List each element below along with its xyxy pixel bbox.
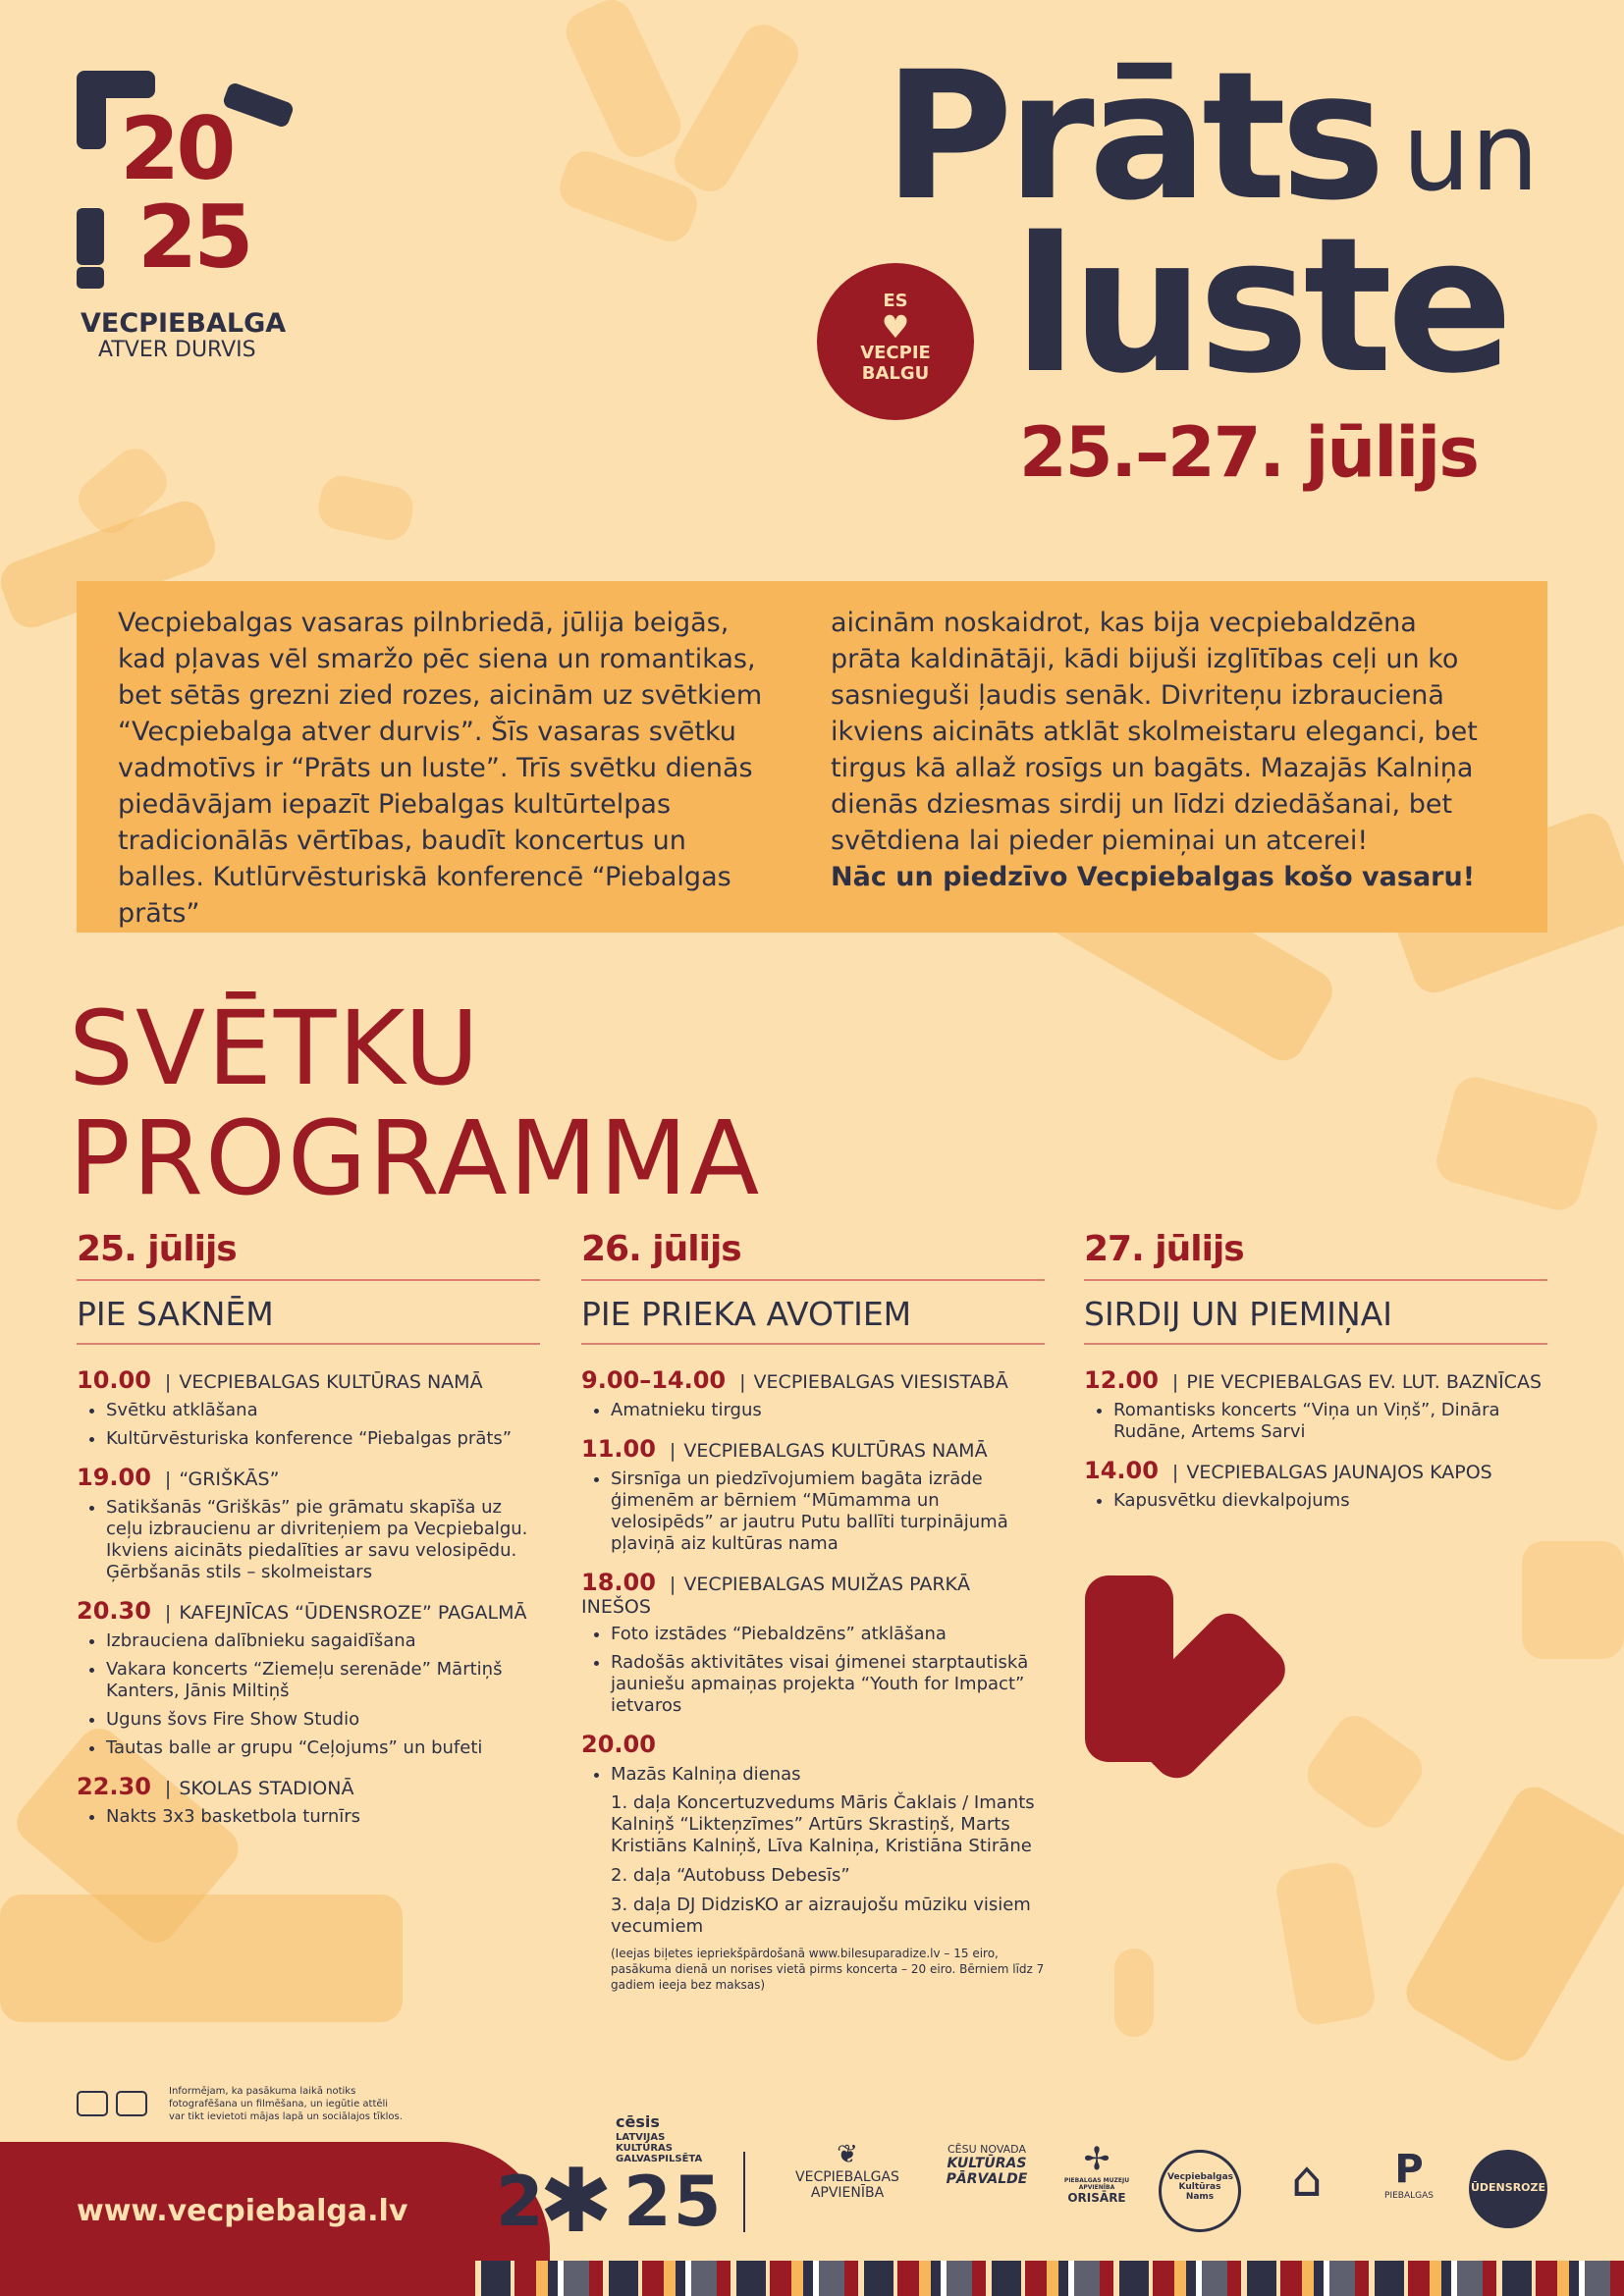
event-item: • Satikšanās “Griškās” pie grāmatu skapīša uz ceļu izbraucienu ar divriteņiem pa Vecpiebalgu. Ikviens aicināts piedalīties ar savu velosipēdu. Ģērbšanās stils – skolmeistars — [106, 1497, 540, 1583]
event-item: • Sirsnīga un piedzīvojumiem bagāta izrāde ģimenēm ar bērniem “Mūmamma un velosipēds” ar jautru Putu ballīti turpinājumā pļaviņā aiz kultūras nama — [611, 1468, 1045, 1555]
decor-shape — [314, 472, 416, 545]
logo-tagline: ATVER DURVIS — [98, 338, 256, 362]
intro-panel — [77, 581, 1547, 933]
event: 9.00–14.00 | VECPIEBALGAS VIESISTABĀ • Amatnieku tirgus — [581, 1366, 1045, 1421]
partner-name: Vecpiebalgas Kultūras Nams — [1167, 2172, 1234, 2202]
event-place: VECPIEBALGAS KULTŪRAS NAMĀ — [683, 1440, 988, 1462]
event-time: 18.00 — [581, 1569, 656, 1596]
partner-name: KULTŪRAS PĀRVALDE — [946, 2156, 1028, 2187]
day-column-3 — [1084, 1229, 1547, 1525]
cesis-subtitle: LATVIJAS KULTŪRAS GALVASPILSĒTA — [616, 2132, 703, 2164]
partner-kulturas-nams — [1159, 2150, 1241, 2232]
event-place: KAFEJNĪCAS “ŪDENSROZE” PAGALMĀ — [179, 1602, 527, 1624]
decor-stripes — [461, 2261, 1624, 2296]
event-item: • Izbrauciena dalībnieku sagaidīšana — [106, 1630, 540, 1652]
event-time: 10.00 — [77, 1366, 151, 1394]
program-heading — [69, 988, 762, 1218]
event — [581, 1731, 1045, 1993]
partner-name-small: PIEBALGAS MUZEJU APVIENĪBA — [1063, 2177, 1130, 2191]
event-place: VECPIEBALGAS MUIŽAS PARKĀ INEŠOS — [581, 1574, 971, 1618]
partner-name-top: CĒSU NOVADA — [947, 2143, 1026, 2156]
logo-bracket-icon — [77, 71, 155, 98]
event-time: 19.00 — [77, 1464, 151, 1491]
logo-name: VECPIEBALGA — [81, 308, 287, 339]
camera-icon — [77, 2091, 108, 2116]
lotus-icon: ❦ — [837, 2140, 858, 2169]
event-logo — [77, 71, 287, 365]
day-theme: PIE PRIEKA AVOTIEM — [581, 1281, 1045, 1345]
program-heading-line1: SVĒTKU — [69, 988, 481, 1108]
cesis-year-b: 25 — [623, 2162, 724, 2242]
p-letter-icon: P — [1394, 2147, 1424, 2192]
decor-shape — [1273, 1859, 1379, 2027]
event-item: • Foto izstādes “Piebaldzēns” atklāšana — [611, 1624, 1045, 1645]
title-word-prats: Prāts — [884, 34, 1380, 240]
divider — [743, 2152, 745, 2232]
event-dates: 25.–27. jūlijs — [1019, 412, 1478, 493]
logo-year-top: 20 — [120, 98, 233, 199]
badge-line3: BALGU — [861, 363, 930, 384]
decor-shape — [1432, 1072, 1601, 1214]
decor-shape — [1114, 1949, 1154, 2037]
day-date: 27. jūlijs — [1084, 1229, 1547, 1281]
partner-orisare — [1062, 2140, 1131, 2205]
asterisk-icon: ✱ — [539, 2150, 614, 2253]
partner-piebalgas — [1375, 2148, 1443, 2201]
intro-cta: Nāc un piedzīvo Vecpiebalgas košo vasaru! — [831, 862, 1476, 892]
event-part: 2. daļa “Autobuss Debesīs” — [611, 1865, 850, 1886]
intro-right-wrap — [831, 605, 1479, 895]
logo-bracket-icon — [77, 208, 104, 265]
heart-icon: ♥ — [881, 308, 910, 346]
title-word-luste: luste — [1013, 197, 1508, 414]
event: 20.30 | KAFEJNĪCAS “ŪDENSROZE” PAGALMĀ • Izbrauciena dalībnieku sagaidīšana • Vakara koncerts “Ziemeļu serenāde” Mārtiņš Kanters, Jānis Miltiņš • Uguns šovs Fire Show Studio • Tautas balle ar grupu “Ceļojums” un bufeti — [77, 1597, 540, 1759]
decor-shape — [0, 1895, 403, 2022]
event-item: • Vakara koncerts “Ziemeļu serenāde” Mārtiņš Kanters, Jānis Miltiņš — [106, 1659, 540, 1702]
event-place: SKOLAS STADIONĀ — [179, 1778, 354, 1799]
event-time: 11.00 — [581, 1435, 656, 1463]
event-place: “GRIŠKĀS” — [179, 1468, 280, 1490]
partner-vecpiebalgas-apvieniba — [793, 2140, 901, 2201]
day-theme: SIRDIJ UN PIEMIŅAI — [1084, 1281, 1547, 1345]
badge-line1: ES — [883, 291, 908, 311]
event-item: • Mazās Kalniņa dienas — [611, 1764, 1045, 1786]
windmill-icon: ✢ — [1083, 2140, 1110, 2177]
video-camera-icon — [116, 2091, 147, 2116]
event-place: VECPIEBALGAS KULTŪRAS NAMĀ — [179, 1371, 483, 1393]
cesis-year-a: 2 — [496, 2162, 546, 2242]
partner-name: VECPIEBALGAS APVIENĪBA — [795, 2169, 899, 2201]
logo-bracket-icon — [222, 81, 296, 129]
event-time: 22.30 — [77, 1773, 151, 1800]
event: 18.00 | VECPIEBALGAS MUIŽAS PARKĀ INEŠOS • Foto izstādes “Piebaldzēns” atklāšana • Radošās aktivitātes visai ģimenei starptautiskā jauniešu apmaiņas projekta “Youth for Impact” ietvaros — [581, 1569, 1045, 1717]
event-time: 20.00 — [581, 1731, 656, 1758]
event-place: PIE VECPIEBALGAS EV. LUT. BAZNĪCAS — [1186, 1371, 1543, 1393]
event-item: • Uguns šovs Fire Show Studio — [106, 1709, 540, 1731]
event-item: • Nakts 3x3 basketbola turnīrs — [106, 1806, 540, 1828]
day-column-1 — [77, 1229, 540, 1842]
cesis-title: cēsis — [616, 2112, 660, 2131]
event: 14.00 | VECPIEBALGAS JAUNAJOS KAPOS • Kapusvētku dievkalpojums — [1084, 1457, 1547, 1512]
event: 22.30 | SKOLAS STADIONĀ • Nakts 3x3 basketbola turnīrs — [77, 1773, 540, 1828]
website-link[interactable]: www.vecpiebalga.lv — [77, 2194, 408, 2228]
decor-shape — [1522, 1541, 1624, 1659]
decor-shape — [1299, 1707, 1431, 1836]
decor-shape — [559, 0, 687, 164]
event-item: • Kultūrvēsturiska konference “Piebalgas prāts” — [106, 1428, 540, 1450]
decor-shape — [667, 17, 806, 199]
event-part: 1. daļa Koncertuzvedums Māris Čaklais / Imants Kalniņš “Likteņzīmes” Artūrs Skrastiņš, Marts Kristiāns Kalniņš, Līva Kalniņa, Kristiāna Stirāne — [611, 1792, 1035, 1856]
event-item: • Amatnieku tirgus — [611, 1400, 1045, 1421]
event: 11.00 | VECPIEBALGAS KULTŪRAS NAMĀ • Sirsnīga un piedzīvojumiem bagāta izrāde ģimenēm ar bērniem “Mūmamma un velosipēds” ar jautru Putu ballīti turpinājumā pļaviņā aiz kultūras nama — [581, 1435, 1045, 1555]
partner-name: ŪDENSROZE — [1470, 2181, 1546, 2194]
program-heading-line2: PROGRAMMA — [69, 1098, 762, 1218]
event-item: • Romantisks koncerts “Viņa un Viņš”, Dināra Rudāne, Artems Sarvi — [1113, 1400, 1547, 1443]
event: 10.00 | VECPIEBALGAS KULTŪRAS NAMĀ • Svētku atklāšana • Kultūrvēsturiska konference “Piebalgas prāts” — [77, 1366, 540, 1450]
badge-line2: VECPIE — [860, 343, 931, 363]
ticket-note: (Ieejas biļetes iepriekšpārdošanā www.bilesuparadize.lv – 15 eiro, pasākuma dienā un norises vietā pirms koncerta – 20 eiro. Bērniem līdz 7 gadiem ieeja bez maksas) — [611, 1947, 1045, 1992]
intro-right: aicinām noskaidrot, kas bija vecpiebaldzēna prāta kaldinātāji, kādi bijuši izglītības ceļi un ko sasnieguši ļaudis senāk. Divriteņu izbraucienā ikviens aicināts atklāt skolmeistaru eleganci, bet tirgus kā allaž rosīgs un bagāts. Mazajās Kalniņa dienās dziesmas sirdij un līdzi dziedāšanai, bet svētdiena lai pieder piemiņai un atcerei! — [831, 608, 1478, 856]
event-place: VECPIEBALGAS JAUNAJOS KAPOS — [1186, 1462, 1492, 1483]
partner-kulturas-parvalde — [933, 2135, 1041, 2187]
event-time: 12.00 — [1084, 1366, 1159, 1394]
event-item: • Svētku atklāšana — [106, 1400, 540, 1421]
event: 12.00 | PIE VECPIEBALGAS EV. LUT. BAZNĪCAS • Romantisks koncerts “Viņa un Viņš”, Dināra Rudāne, Artems Sarvi — [1084, 1366, 1547, 1443]
church-icon: ⌂ — [1291, 2151, 1323, 2208]
logo-bracket-icon — [77, 267, 104, 289]
day-date: 25. jūlijs — [77, 1229, 540, 1281]
day-column-2 — [581, 1229, 1045, 2006]
event-part: 3. daļa DJ DidzisKO ar aizraujošu mūziku visiem vecumiem — [611, 1895, 1031, 1937]
event-item: • Kapusvētku dievkalpojums — [1113, 1490, 1547, 1512]
photo-disclaimer: Informējam, ka pasākuma laikā notiks fotografēšana un filmēšana, un iegūtie attēli var tikt ievietoti mājas lapā un sociālajos tīklos. — [169, 2086, 403, 2122]
event-place: VECPIEBALGAS VIESISTABĀ — [753, 1371, 1008, 1393]
day-date: 26. jūlijs — [581, 1229, 1045, 1281]
intro-left: Vecpiebalgas vasaras pilnbriedā, jūlija beigās, kad pļavas vēl smaržo pēc siena un romantikas, bet sētās grezni zied rozes, aicinām uz svētkiem “Vecpiebalga atver durvis”. Šīs vasaras svētku vadmotīvs ir “Prāts un luste”. Trīs svētku dienās piedāvājam iepazīt Piebalgas kultūrtelpas tradicionālās vērtības, baudīt koncertus un balles. Kutlūrvēsturiskā konferencē “Piebalgas prāts” — [118, 608, 763, 929]
day-theme: PIE SAKNĒM — [77, 1281, 540, 1345]
title-word-un: un — [1402, 89, 1540, 215]
decor-shape — [1398, 1779, 1624, 2068]
partner-name: ORISĀRE — [1067, 2191, 1126, 2205]
love-badge — [817, 263, 974, 420]
event: 19.00 | “GRIŠKĀS” • Satikšanās “Griškās” pie grāmatu skapīša uz ceļu izbraucienu ar divriteņiem pa Vecpiebalgu. Ikviens aicināts piedalīties ar savu velosipēdu. Ģērbšanās stils – skolmeistars — [77, 1464, 540, 1583]
event-item: • Tautas balle ar grupu “Ceļojums” un bufeti — [106, 1737, 540, 1759]
event-time: 14.00 — [1084, 1457, 1159, 1484]
event-time: 20.30 — [77, 1597, 151, 1625]
event-item: • Radošās aktivitātes visai ģimenei starptautiskā jauniešu apmaiņas projekta “Youth for Impact” ietvaros — [611, 1652, 1045, 1717]
event-time: 9.00–14.00 — [581, 1366, 727, 1394]
partner-name: PIEBALGAS — [1384, 2191, 1434, 2201]
partner-udensroze — [1469, 2150, 1547, 2228]
partner-church-icon — [1262, 2150, 1352, 2209]
logo-year-bottom: 25 — [137, 187, 250, 288]
